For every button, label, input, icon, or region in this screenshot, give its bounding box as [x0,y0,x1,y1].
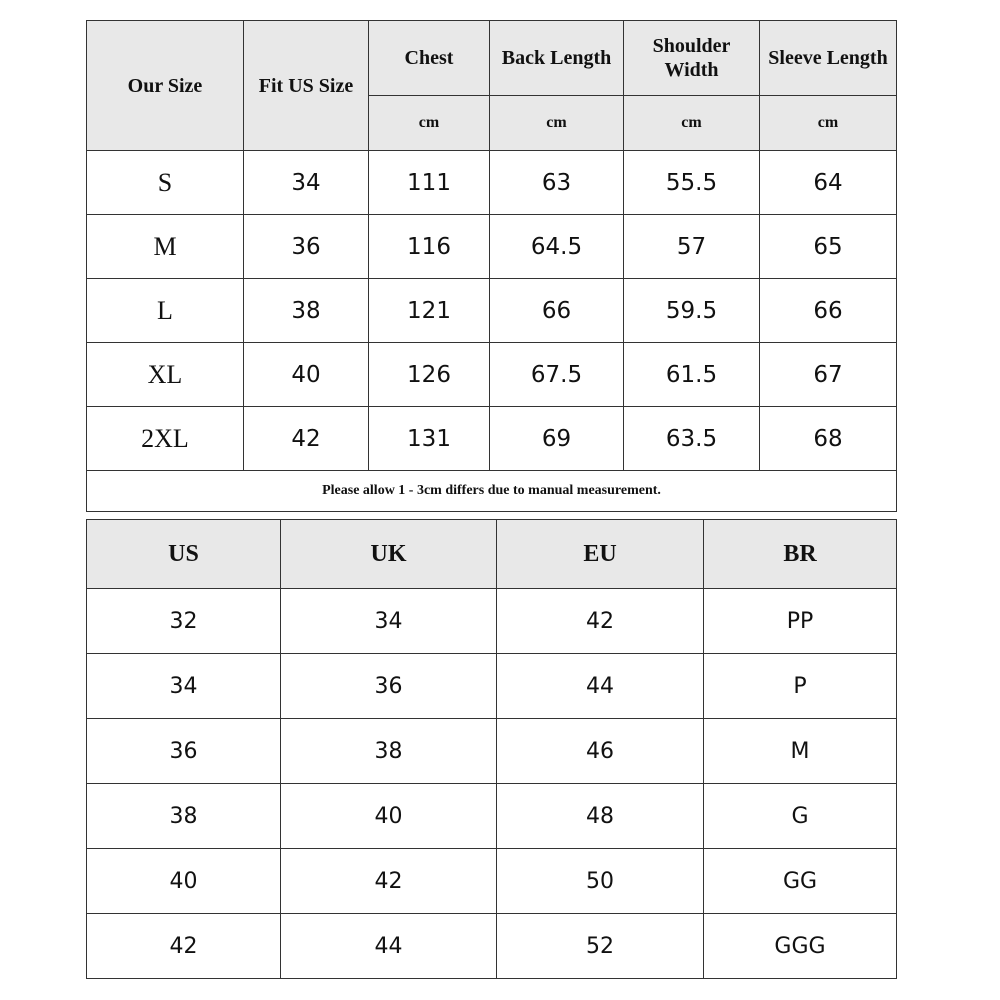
cell-fit-us-size: 34 [244,151,369,215]
cell-br: GG [704,849,897,914]
cell-uk: 38 [281,719,497,784]
unit-chest: cm [369,96,490,151]
cell-chest: 126 [369,343,490,407]
conversion-row [87,719,897,784]
header-sleeve-length: Sleeve Length [760,21,897,96]
conversion-row [87,914,897,979]
cell-back-length: 63 [490,151,624,215]
cell-sleeve-length: 68 [760,407,897,471]
cell-our-size: XL [87,343,244,407]
cell-back-length: 66 [490,279,624,343]
measurement-note: Please allow 1 - 3cm differs due to manual measurement. [87,471,897,512]
cell-back-length: 67.5 [490,343,624,407]
cell-eu: 44 [497,654,704,719]
header-uk: UK [281,520,497,589]
cell-chest: 131 [369,407,490,471]
conversion-row [87,654,897,719]
cell-us: 38 [87,784,281,849]
cell-br: M [704,719,897,784]
cell-fit-us-size: 36 [244,215,369,279]
cell-uk: 34 [281,589,497,654]
cell-sleeve-length: 65 [760,215,897,279]
cell-br: P [704,654,897,719]
header-shoulder-width: Shoulder Width [624,21,760,96]
cell-eu: 46 [497,719,704,784]
cell-our-size: M [87,215,244,279]
unit-back-length: cm [490,96,624,151]
cell-back-length: 69 [490,407,624,471]
cell-eu: 52 [497,914,704,979]
cell-back-length: 64.5 [490,215,624,279]
unit-shoulder-width: cm [624,96,760,151]
size-row [87,215,897,279]
cell-uk: 36 [281,654,497,719]
size-row [87,343,897,407]
header-back-length: Back Length [490,21,624,96]
cell-us: 34 [87,654,281,719]
cell-us: 36 [87,719,281,784]
header-fit-us-size: Fit US Size [244,21,369,151]
cell-us: 40 [87,849,281,914]
cell-shoulder-width: 59.5 [624,279,760,343]
cell-our-size: S [87,151,244,215]
size-conversion-table [86,519,897,979]
cell-fit-us-size: 42 [244,407,369,471]
cell-fit-us-size: 38 [244,279,369,343]
size-row [87,151,897,215]
cell-chest: 116 [369,215,490,279]
header-br: BR [704,520,897,589]
cell-br: G [704,784,897,849]
header-our-size: Our Size [87,21,244,151]
size-chart-table [86,20,897,512]
size-row [87,407,897,471]
unit-sleeve-length: cm [760,96,897,151]
cell-br: GGG [704,914,897,979]
cell-chest: 111 [369,151,490,215]
cell-eu: 42 [497,589,704,654]
cell-uk: 42 [281,849,497,914]
cell-eu: 50 [497,849,704,914]
header-eu: EU [497,520,704,589]
size-row [87,279,897,343]
cell-uk: 44 [281,914,497,979]
cell-shoulder-width: 63.5 [624,407,760,471]
cell-our-size: 2XL [87,407,244,471]
header-us: US [87,520,281,589]
cell-chest: 121 [369,279,490,343]
cell-shoulder-width: 57 [624,215,760,279]
cell-us: 32 [87,589,281,654]
cell-eu: 48 [497,784,704,849]
cell-shoulder-width: 55.5 [624,151,760,215]
cell-shoulder-width: 61.5 [624,343,760,407]
cell-us: 42 [87,914,281,979]
conversion-row [87,784,897,849]
cell-sleeve-length: 64 [760,151,897,215]
header-chest: Chest [369,21,490,96]
cell-fit-us-size: 40 [244,343,369,407]
cell-uk: 40 [281,784,497,849]
conversion-row [87,589,897,654]
cell-br: PP [704,589,897,654]
cell-sleeve-length: 67 [760,343,897,407]
cell-sleeve-length: 66 [760,279,897,343]
conversion-row [87,849,897,914]
cell-our-size: L [87,279,244,343]
